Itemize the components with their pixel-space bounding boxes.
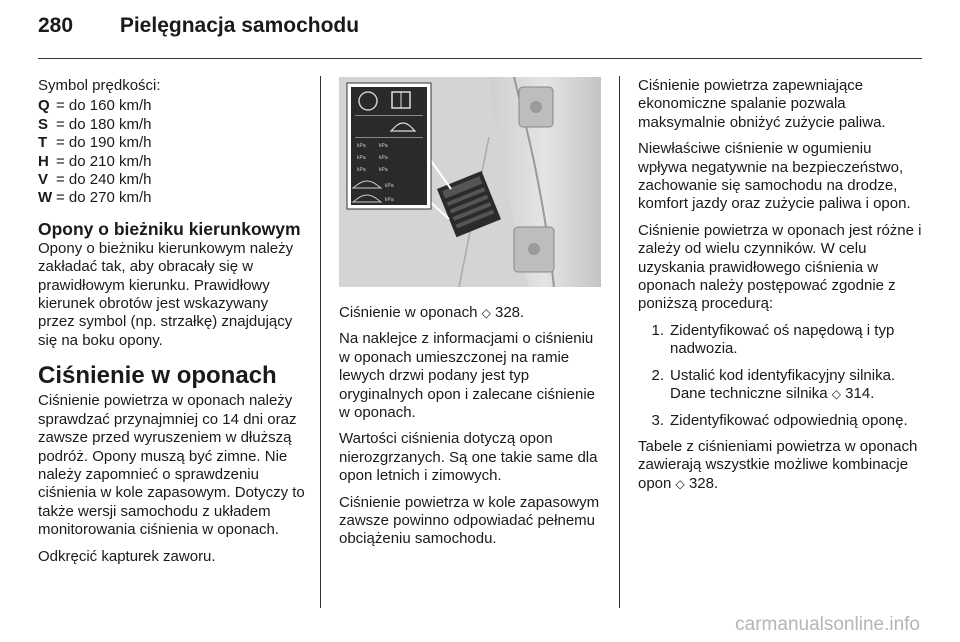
speed-row: S = do 180 km/h (38, 115, 152, 133)
sticker-paragraph: Na naklejce z informacjami o ciśnieniu w oponach umieszczonej na ramie lewych drzwi podany jest typ oryginalnych opon i zalecane ciśnienie w oponach. (339, 330, 595, 422)
middle-column (339, 304, 607, 557)
speed-row: Q = do 160 km/h (38, 97, 152, 115)
svg-text:kPa: kPa (385, 197, 394, 203)
svg-text:kPa: kPa (357, 167, 366, 173)
column-divider-1 (320, 76, 321, 608)
list-item: 3. Zidentyfikować odpowiednią oponę. (651, 411, 908, 429)
page-ref-icon: ◇ (831, 387, 841, 402)
reference-page[interactable]: 314. (845, 385, 875, 403)
svg-text:kPa: kPa (379, 143, 388, 149)
speed-row: W = do 270 km/h (38, 189, 152, 207)
section-text-valve-cap: Odkręcić kapturek zaworu. (38, 547, 216, 565)
door-sticker-figure (339, 77, 601, 287)
pressure-reference (339, 304, 607, 322)
section-text-tyre-pressure: Ciśnienie powietrza w oponach należy sprawdzać przynajmniej co 14 dni oraz zawsze przed wyruszeniem w dłuższą podróż. Opony muszą być zimne. Nie należy zapomnieć o sprawdzeniu ciśnienia w kole zapasowym. Dotyczy to także wersji samochodu z układem monitorowania ciśnienia w oponach. (38, 392, 305, 539)
page-number: 280 (38, 14, 74, 37)
section-title-tyre-pressure: Ciśnienie w oponach (38, 362, 277, 390)
list-item: 1. Zidentyfikować oś napędową i typ nadwozia. (651, 321, 895, 358)
speed-row: H = do 210 km/h (38, 152, 152, 170)
section-text-directional-tyres: Opony o bieżniku kierunkowym należy zakładać tak, aby obracały się w prawidłowym kierunku. Prawidłowy kierunek obrotów jest wskazywany przez symbol (np. strzałkę) znajdujący się na boku opony. (38, 239, 294, 349)
page-header (38, 14, 359, 38)
right-column (638, 77, 922, 501)
spare-wheel-paragraph: Ciśnienie powietrza w kole zapasowym zawsze powinno odpowiadać pełnemu obciążeniu samochodu. (339, 493, 600, 548)
speed-list (38, 97, 306, 207)
svg-text:kPa: kPa (379, 155, 388, 161)
tables-paragraph: Tabele z ciśnieniami powietrza w oponach zawierają wszystkie możliwe kombinacje opon ◇ 328. (638, 437, 918, 492)
speed-symbol-heading: Symbol prędkości: (38, 77, 161, 94)
speed-row: T = do 190 km/h (38, 134, 152, 152)
reference-text: Ciśnienie w oponach (339, 304, 478, 321)
list-item: 2. Ustalić kod identyfikacyjny silnika. Dane techniczne silnika ◇ 314. (651, 366, 896, 403)
door-frame-illustration (339, 77, 601, 287)
page-ref-icon: ◇ (675, 476, 685, 491)
section-title-directional-tyres: Opony o bieżniku kierunkowym (38, 218, 301, 239)
economy-paragraph: Ciśnienie powietrza zapewniające ekonomiczne spalanie pozwala maksymalnie obniżyć zużycie paliwa. (638, 77, 886, 131)
speed-row: V = do 240 km/h (38, 171, 152, 189)
left-column (38, 77, 306, 574)
safety-paragraph: Niewłaściwe ciśnienie w ogumieniu wpływa negatywnie na bezpieczeństwo, zachowanie się samochodu na drodze, komfort jazdy oraz zużycie paliwa i opon. (638, 140, 911, 213)
cold-tyres-paragraph: Wartości ciśnienia dotyczą opon nierozgrzanych. Są one takie same dla opon letnich i zimowych. (339, 430, 598, 485)
header-rule (38, 58, 922, 59)
column-divider-2 (619, 76, 620, 608)
procedure-list (638, 322, 922, 430)
page-ref-icon: ◇ (481, 306, 491, 320)
svg-text:kPa: kPa (385, 183, 394, 189)
procedure-paragraph: Ciśnienie powietrza w oponach jest różne i zależy od wielu czynników. W celu uzyskania prawidłowego ciśnienia w oponach należy postępować zgodnie z poniższą procedurą: (638, 221, 922, 313)
reference-page[interactable]: 328. (688, 474, 719, 492)
page-title: Pielęgnacja samochodu (119, 14, 360, 37)
watermark: carmanualsonline.info (735, 614, 920, 635)
svg-text:kPa: kPa (357, 155, 366, 161)
svg-text:kPa: kPa (379, 167, 388, 173)
reference-page[interactable]: 328. (495, 304, 525, 321)
svg-text:kPa: kPa (357, 143, 366, 149)
